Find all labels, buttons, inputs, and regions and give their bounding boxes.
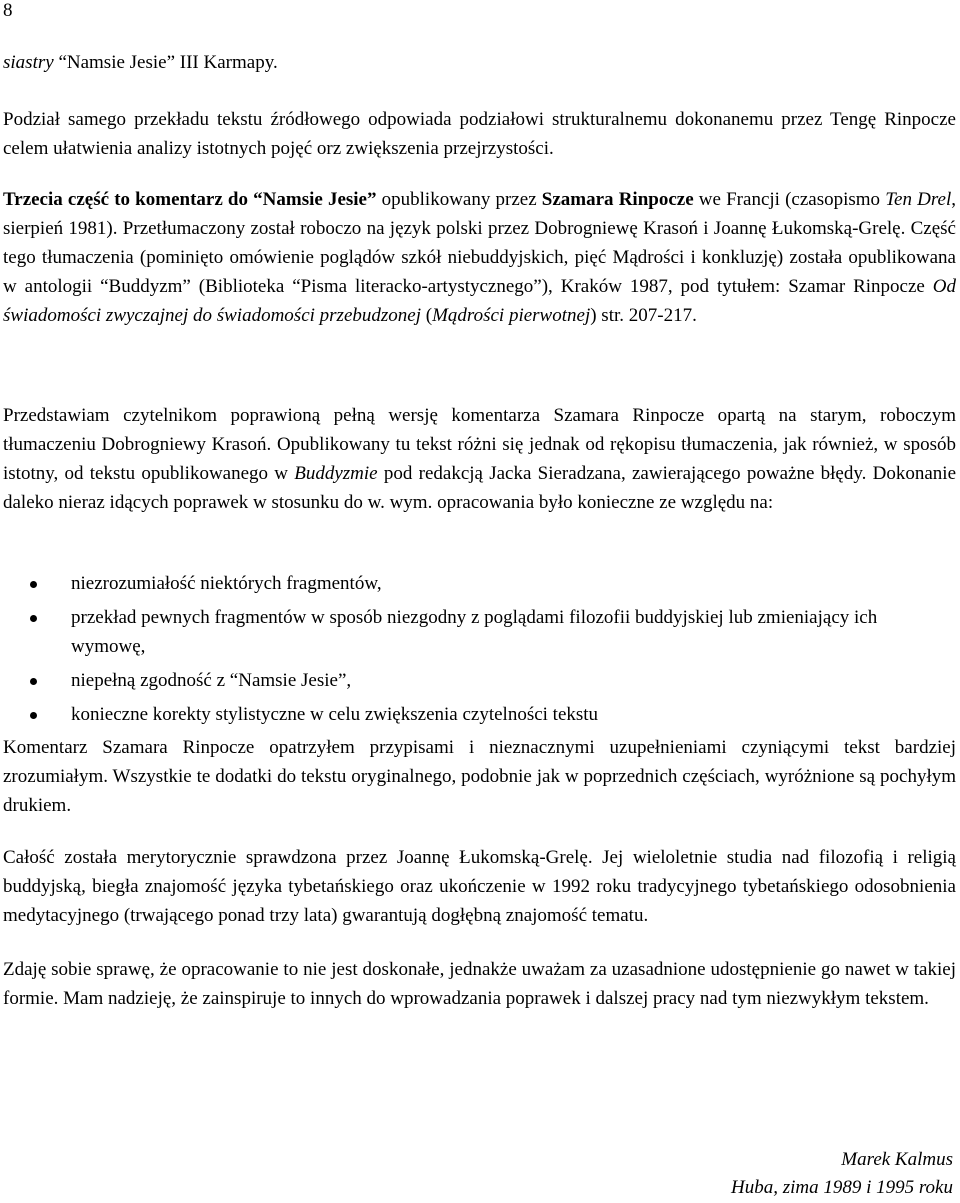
list-item [3, 666, 956, 695]
paragraph-3 [3, 401, 956, 517]
p3-text-a: Przedstawiam czytelnikom poprawioną pełną wersję komentarza Szamara Rinpocze opartą na starym, roboczym tłumaczeniu Dobrogniewy Krasoń. Opublikowany tu tekst różni się jednak od rękopisu tłumaczenia, jak również, w sposób istotny, od tekstu opublikowanego w [3, 405, 956, 484]
signature-place-date: Huba, zima 1989 i 1995 roku [730, 1177, 953, 1198]
signature-name: Marek Kalmus [841, 1149, 953, 1170]
p2-text-b: we Francji (czasopismo [693, 189, 886, 210]
p3-publication-title: Buddyzmie [294, 463, 378, 484]
p2-author: Szamara Rinpocze [541, 189, 694, 210]
list-item [3, 700, 956, 729]
paragraph-4: Komentarz Szamara Rinpocze opatrzyłem przypisami i nieznacznymi uzupełnieniami czyniącymi tekst bardziej zrozumiałym. Wszystkie te dodatki do tekstu oryginalnego, podobnie jak w poprzednich częściach, wyróżnione są pochyłym drukiem. [3, 737, 956, 816]
bullet-icon [30, 615, 37, 622]
intro-lead: siastry [3, 52, 54, 73]
intro-line [3, 50, 956, 76]
paragraph-5: Całość została merytorycznie sprawdzona przez Joannę Łukomską-Grelę. Jej wieloletnie studia nad filozofią i religią buddyjską, biegła znajomość języka tybetańskiego oraz ukończenie w 1992 roku tradycyjnego tybetańskiego odosobnienia medytacyjnego (trwającego ponad trzy lata) gwarantują dogłębną znajomość tematu. [3, 847, 956, 926]
p3-text-b: pod redakcją Jacka Sieradzana, zawierającego poważne błędy. Dokonanie daleko nieraz idących poprawek w stosunku do w. wym. opracowania było konieczne ze względu na: [3, 463, 956, 513]
p2-text-d: ( [421, 305, 433, 326]
p2-heading: Trzecia część to komentarz do “Namsie Jesie” [3, 189, 377, 210]
bullet-icon [30, 712, 37, 719]
reasons-list [3, 569, 956, 734]
list-item-text: niepełną zgodność z “Namsie Jesie”, [71, 670, 352, 691]
bullet-icon [30, 581, 37, 588]
p2-magazine-title: Ten Drel [885, 189, 952, 210]
intro-rest: “Namsie Jesie” III Karmapy. [53, 52, 278, 73]
list-item-text: niezrozumiałość niektórych fragmentów, [71, 573, 382, 594]
paragraph-6: Zdaję sobie sprawę, że opracowanie to nie jest doskonałe, jednakże uważam za uzasadnione udostępnienie go nawet w takiej formie. Mam nadzieję, że zainspiruje to innych do wprowadzania poprawek i dalszej pracy nad tym niezwykłym tekstem. [3, 959, 956, 1009]
paragraph-1: Podział samego przekładu tekstu źródłowego odpowiada podziałowi strukturalnemu dokonanemu przez Tengę Rinpocze celem ułatwienia analizy istotnych pojęć orz zwiększenia przejrzystości. [3, 109, 956, 159]
p2-text-a: opublikowany przez [376, 189, 542, 210]
list-item [3, 603, 956, 661]
list-item-text: przekład pewnych fragmentów w sposób niezgodny z poglądami filozofii buddyjskiej lub zmieniający ich wymowę, [71, 607, 878, 657]
list-item-text: konieczne korekty stylistyczne w celu zwiększenia czytelności tekstu [71, 704, 599, 725]
paragraph-2 [3, 185, 956, 330]
p2-subtitle: Mądrości pierwotnej [432, 305, 591, 326]
page-number: 8 [3, 0, 13, 21]
bullet-icon [30, 678, 37, 685]
p2-text-e: ) str. 207-217. [590, 305, 697, 326]
p2-work-title: Od świadomości zwyczajnej do świadomości przebudzonej [3, 276, 956, 326]
list-item [3, 569, 956, 598]
p2-text-c: , sierpień 1981). Przetłumaczony został roboczo na język polski przez Dobrogniewę Krasoń i Joannę Łukomską-Grelę. Część tego tłumaczenia (pominięto omówienie poglądów szkół niebuddyjskich, pięć Mądrości i konkluzję) została opublikowana w antologii “Buddyzm” (Biblioteka “Pisma literacko-artystycznego”), Kraków 1987, pod tytułem: Szamar Rinpocze [3, 189, 956, 297]
